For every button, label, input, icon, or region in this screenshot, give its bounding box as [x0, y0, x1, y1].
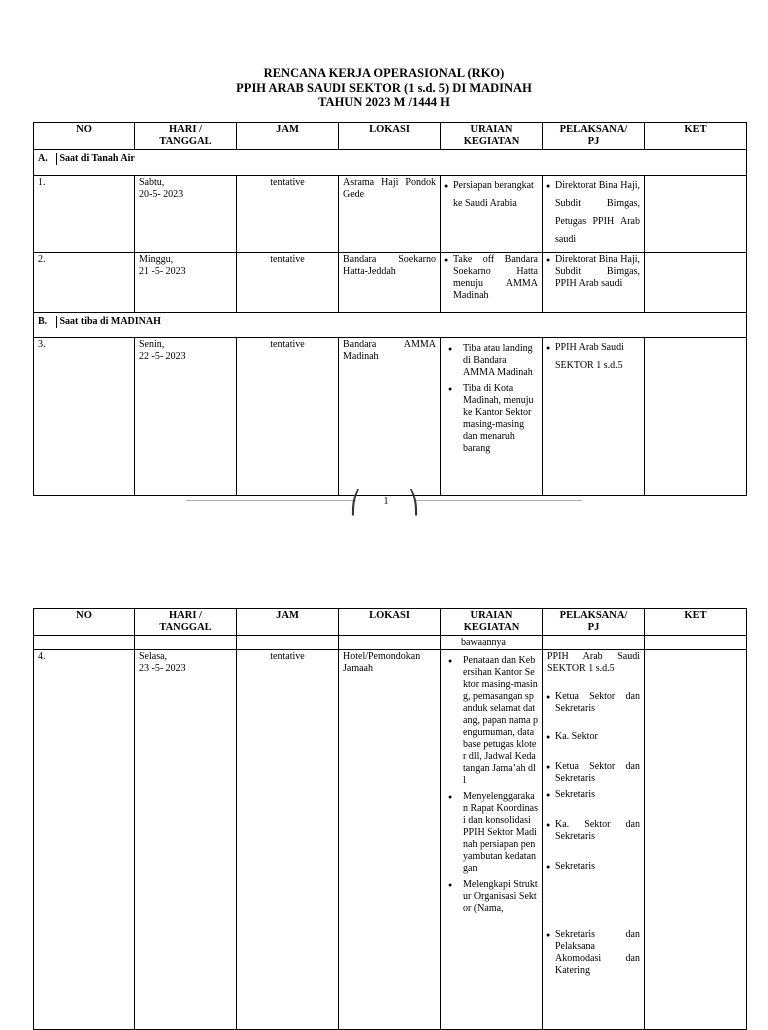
row-lokasi: Asrama Haji Pondok Gede [339, 176, 441, 253]
row-pelaksana [543, 338, 645, 496]
header-no: NO [34, 123, 135, 150]
row-ket [645, 253, 747, 313]
section-b-label: Saat tiba di MADINAH [59, 316, 161, 327]
header-pelaksana: PELAKSANA/ PJ [543, 609, 645, 636]
header-jam: JAM [237, 123, 339, 150]
row-jam: tentative [237, 650, 339, 1030]
section-a-letter: A. [38, 153, 57, 165]
row-hari-tanggal: Minggu, 21 -5- 2023 [135, 253, 237, 313]
pelaksana-item: ● Ka. Sektor [547, 731, 640, 743]
footer-bracket-left: ⎛ [350, 490, 361, 515]
pelaksana-item: ● Ketua Sektor dan Sekretaris [547, 761, 640, 785]
pelaksana-item: ● Ketua Sektor dan Sekretaris [547, 691, 640, 715]
page-footer [0, 492, 768, 522]
row-no: 1. [34, 176, 135, 253]
header-ket: KET [645, 609, 747, 636]
header-uraian: URAIAN KEGIATAN [441, 123, 543, 150]
table-row [34, 176, 747, 253]
pelaksana-head: PPIH Arab Saudi SEKTOR 1 s.d.5 [547, 651, 640, 674]
table-row [34, 650, 747, 1030]
pelaksana-item: ● Ka. Sektor dan Sekretaris [547, 819, 640, 843]
header-lokasi: LOKASI [339, 123, 441, 150]
carry-over-row [34, 636, 747, 650]
pelaksana-item: ● Sekretaris [547, 861, 640, 873]
uraian-item: ● Menyelenggarakan Rapat Koordinasi dan konsolidasi PPIH Sektor Madinah persiapan penyambutan kedatangan [445, 791, 538, 875]
row-uraian [441, 176, 543, 253]
pelaksana-item: ● Direktorat Bina Haji, Subdit Bimgas, Petugas PPIH Arab saudi [547, 177, 640, 249]
section-b-row [34, 313, 747, 338]
header-lokasi: LOKASI [339, 609, 441, 636]
row-jam: tentative [237, 176, 339, 253]
table-header-row [34, 609, 747, 636]
pelaksana-item: ● Sekretaris dan Pelaksana Akomodasi dan Katering [547, 929, 640, 977]
footer-rule-left [186, 500, 356, 501]
row-no: 2. [34, 253, 135, 313]
row-lokasi: Bandara Soekarno Hatta-Jeddah [339, 253, 441, 313]
section-a-label: Saat di Tanah Air [59, 153, 135, 164]
row-uraian [441, 338, 543, 496]
row-ket [645, 176, 747, 253]
header-uraian: URAIAN KEGIATAN [441, 609, 543, 636]
uraian-item: ● Persiapan berangkat ke Saudi Arabia [445, 177, 538, 213]
pelaksana-item: ● PPIH Arab Saudi SEKTOR 1 s.d.5 [547, 339, 640, 375]
rko-table-page1 [33, 122, 747, 496]
doc-title-line2: PPIH ARAB SAUDI SEKTOR (1 s.d. 5) DI MADINAH [236, 81, 532, 95]
uraian-item: ● Melengkapi Struktur Organisasi Sektor (Nama, [445, 879, 538, 915]
row-pelaksana [543, 253, 645, 313]
row-pelaksana [543, 176, 645, 253]
uraian-item: ● Tiba atau landing di Bandara AMMA Madinah [445, 343, 538, 379]
section-a-row [34, 150, 747, 176]
carry-over-uraian: bawaannya [441, 636, 543, 650]
footer-bracket-right: ⎞ [408, 490, 419, 515]
row-lokasi: Bandara AMMA Madinah [339, 338, 441, 496]
pelaksana-item: ● Sekretaris [547, 789, 640, 801]
pelaksana-item: ● Direktorat Bina Haji, Subdit Bimgas, PPIH Arab saudi [547, 254, 640, 290]
uraian-item: ● Penataan dan Kebersihan Kantor Sektor masing-masing, pemasangan spanduk selamat datang, papan nama pengumuman, data base petugas kloter dll, Jadwal Kedatangan Jama’ah dll [445, 655, 538, 787]
section-b-letter: B. [38, 316, 57, 328]
row-lokasi: Hotel/Pemondokan Jamaah [339, 650, 441, 1030]
row-hari-tanggal: Senin, 22 -5- 2023 [135, 338, 237, 496]
row-jam: tentative [237, 338, 339, 496]
doc-title-line3: TAHUN 2023 M /1444 H [318, 95, 450, 109]
uraian-item: ● Take off Bandara Soekarno Hatta menuju AMMA Madinah [445, 254, 538, 302]
header-jam: JAM [237, 609, 339, 636]
page-number: 1 [383, 496, 389, 507]
row-hari-tanggal: Selasa, 23 -5- 2023 [135, 650, 237, 1030]
row-hari-tanggal: Sabtu, 20-5- 2023 [135, 176, 237, 253]
doc-title-line1: RENCANA KERJA OPERASIONAL (RKO) [263, 66, 505, 80]
table-header-row [34, 123, 747, 150]
header-no: NO [34, 609, 135, 636]
row-no: 4. [34, 650, 135, 1030]
row-uraian [441, 650, 543, 1030]
footer-rule-right [416, 500, 582, 501]
row-uraian [441, 253, 543, 313]
row-ket [645, 650, 747, 1030]
header-ket: KET [645, 123, 747, 150]
header-hari: HARI / TANGGAL [135, 123, 237, 150]
row-ket [645, 338, 747, 496]
uraian-item: ● Tiba di Kota Madinah, menuju ke Kantor Sektor masing-masing dan menaruh barang [445, 383, 538, 455]
table-row [34, 338, 747, 496]
table-row [34, 253, 747, 313]
row-jam: tentative [237, 253, 339, 313]
row-pelaksana [543, 650, 645, 1030]
row-no: 3. [34, 338, 135, 496]
header-pelaksana: PELAKSANA/ PJ [543, 123, 645, 150]
header-hari: HARI / TANGGAL [135, 609, 237, 636]
rko-table-page2 [33, 608, 747, 1030]
